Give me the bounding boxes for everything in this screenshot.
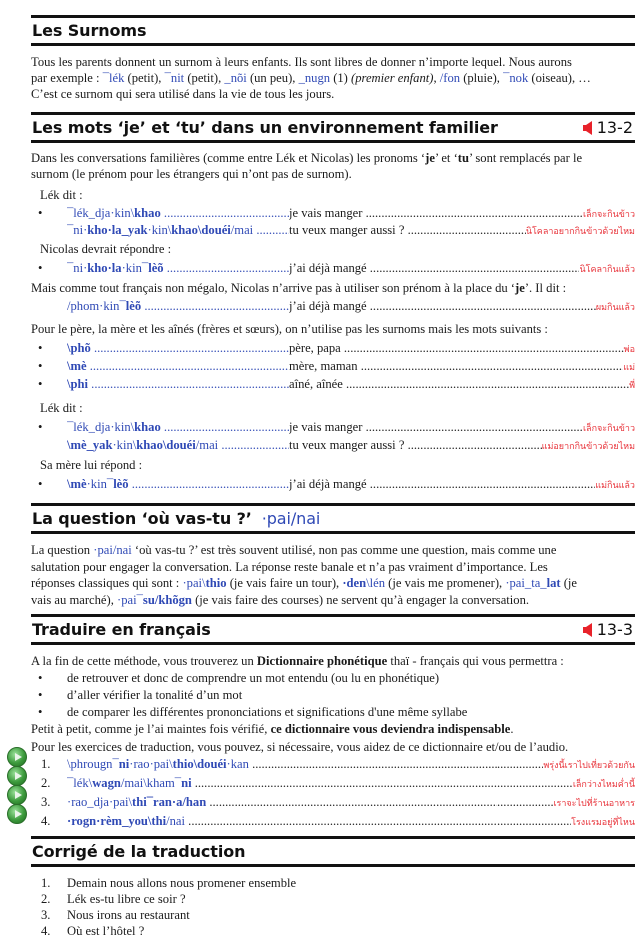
answer-row	[31, 875, 635, 891]
ph: ·pai\	[182, 576, 206, 590]
ph: /mai	[195, 438, 219, 452]
play-audio-button-1[interactable]	[7, 747, 27, 767]
phonetic-cell	[67, 358, 289, 374]
ph: \phõ	[67, 341, 91, 355]
text: (je vais me promener),	[385, 576, 506, 590]
section-header-je-tu	[31, 112, 635, 143]
text-line	[31, 70, 635, 86]
text: (oiseau), …	[528, 71, 591, 85]
text: (petit),	[124, 71, 165, 85]
speaker-label: Lék dit :	[40, 188, 83, 202]
bullet: •	[38, 705, 43, 719]
ph: ·rogn·rèm_you\thi	[67, 814, 167, 828]
fr: je vais manger	[289, 206, 363, 220]
text: (petit),	[184, 71, 225, 85]
ph: /phom·kin¯	[67, 299, 126, 313]
phonetic-cell	[67, 794, 497, 810]
phonetic-cell	[67, 340, 289, 356]
text: (je	[560, 576, 578, 590]
section-title	[31, 508, 321, 528]
dialogue-row	[31, 260, 635, 276]
bullet-item	[31, 704, 635, 720]
text: ’ et ‘	[434, 151, 458, 165]
item-number: 3.	[41, 795, 51, 809]
je-tu-intro	[31, 150, 635, 182]
ph: kho·la	[87, 261, 122, 275]
traduire-intro	[31, 653, 635, 669]
ph: ·pai_ta_	[505, 576, 547, 590]
phonetic-word: /fon	[439, 71, 461, 85]
text: ‘où vas-tu ?’ est très souvent utilisé, non pas comme une question, mais comme une	[131, 543, 557, 557]
answer-row	[31, 923, 635, 939]
play-audio-button-4[interactable]	[7, 804, 27, 824]
phonetic-word: _nõi	[224, 71, 247, 85]
audio-track-number: 13-2	[596, 117, 633, 137]
ph: ·kan	[226, 757, 249, 771]
thai-cell: แม่อยากกินข้าวด้วยไหม	[541, 442, 635, 452]
thai-cell: พ่อ	[623, 345, 635, 355]
ph: su/khõgn	[142, 592, 192, 607]
section-header-surnoms	[31, 15, 635, 46]
phonetic-word: ¯nok	[503, 71, 529, 85]
fr: j’ai déjà mangé	[289, 477, 367, 491]
phonetic-cell	[67, 756, 497, 772]
mais-line	[31, 280, 635, 296]
dots	[497, 775, 573, 791]
ph: ·kin\	[147, 223, 172, 237]
phonetic-word: ¯lék	[102, 71, 125, 85]
ph: \lén	[366, 576, 386, 590]
text: Dans les conversations familières (comme entre Lék et Nicolas) les pronoms ‘	[31, 151, 426, 165]
text: ,	[433, 71, 440, 85]
text: Mais comme tout français non mégalo, Nicolas n’arrive pas à utiliser son prénom à la place du ‘	[31, 281, 516, 295]
exercices-line: Pour les exercices de traduction, vous pouvez, si nécessaire, vous aidez de ce dictionnaire et/ou de l’audio.	[31, 740, 569, 754]
dialogue-row	[31, 222, 635, 238]
french-cell	[289, 298, 596, 314]
dialogue-row	[31, 476, 635, 492]
french-cell	[289, 476, 595, 492]
petit-line	[31, 721, 635, 737]
ph: /mai\kham¯	[120, 776, 182, 790]
text: par exemple :	[31, 71, 103, 85]
bullet: •	[38, 477, 43, 491]
bold-text: je	[425, 151, 435, 165]
text: (je vais faire un tour),	[226, 576, 343, 590]
fr: aîné, aînée	[289, 377, 343, 391]
thai-cell: เราจะไปที่ร้านอาหาร	[553, 799, 635, 809]
bold-text: tu	[457, 151, 469, 165]
phonetic-cell	[67, 298, 289, 314]
bullet-text: de comparer les différentes prononciations et significations d'une même syllabe	[67, 705, 468, 719]
text: vais au marché),	[31, 592, 118, 607]
answer-text: Lék es-tu libre ce soir ?	[67, 892, 186, 906]
speaker-icon[interactable]	[583, 623, 592, 637]
answer-text: Où est l’hôtel ?	[67, 924, 145, 938]
audio-reference[interactable]	[583, 619, 635, 639]
section-title: Les mots ‘je’ et ‘tu’ dans un environnement familier	[32, 117, 498, 137]
french-cell	[289, 358, 623, 374]
ph: ¯ni·	[67, 261, 88, 275]
bullet: •	[38, 359, 43, 373]
speaker-label: Nicolas devrait répondre :	[40, 242, 172, 256]
surnoms-paragraph	[31, 54, 635, 102]
audio-track-number: 13-3	[596, 619, 633, 639]
text: Petit à petit, comme je l’ai maintes fois vérifié,	[31, 722, 271, 736]
text: (1)	[330, 71, 352, 85]
bullet: •	[38, 206, 43, 220]
ph: lèõ	[148, 261, 164, 275]
ph: /mai	[230, 223, 254, 237]
text: (un peu),	[246, 71, 299, 85]
ph: ¯lék\	[67, 776, 93, 790]
bullet-text: d’aller vérifier la tonalité d’un mot	[67, 688, 243, 702]
text: ’. Il dit :	[524, 281, 567, 295]
ph: lat	[546, 576, 561, 590]
answer-row	[31, 907, 635, 923]
bullet: •	[38, 420, 43, 434]
thai-cell: เล็กจะกินข้าว	[582, 424, 635, 434]
french-cell	[289, 260, 579, 276]
fr: père, papa	[289, 341, 341, 355]
speaker-label: Lék dit :	[40, 401, 83, 415]
dots	[497, 756, 543, 772]
text-line: C’est ce surnom qui sera utilisé dans la vie de tous les jours.	[31, 87, 335, 101]
bullet-item	[31, 687, 635, 703]
text: réponses classiques qui sont :	[31, 576, 183, 590]
dots	[497, 794, 553, 810]
phonetic-cell	[67, 205, 289, 221]
ph: kho·la_yak	[87, 223, 148, 237]
dialogue-row	[31, 419, 635, 435]
play-audio-button-2[interactable]	[7, 766, 27, 786]
exercise-row	[31, 756, 635, 772]
thai-cell: เล็กว่างไหมค่ำนี้	[572, 780, 635, 790]
phonetic-cell	[67, 775, 497, 791]
text-line	[31, 592, 635, 609]
ph: /nai	[166, 814, 186, 828]
text: A la fin de cette méthode, vous trouverez un	[31, 654, 257, 668]
ph: \mè	[67, 359, 87, 373]
text: ’ sont remplacés par le	[468, 151, 583, 165]
section-header-corrige	[31, 836, 635, 867]
fr: tu veux manger aussi ?	[289, 223, 405, 237]
phonetic-cell	[67, 260, 289, 276]
ph: khao	[134, 420, 161, 434]
item-number: 2.	[41, 776, 51, 790]
text-line	[31, 542, 635, 559]
ph: khao\douéi	[136, 438, 196, 452]
bullet: •	[38, 671, 43, 685]
text: thaï - français qui vous permettra :	[387, 654, 564, 668]
phonetic-cell	[67, 376, 289, 392]
speaker-icon[interactable]	[583, 121, 592, 135]
ph: khao	[134, 206, 161, 220]
ph: ·kin\	[112, 438, 137, 452]
phonetic-cell	[67, 813, 497, 829]
item-number: 4.	[41, 814, 51, 828]
dialogue-row	[31, 358, 635, 374]
thai-cell: พรุ่งนี้เราไปเที่ยวด้วยกัน	[543, 761, 635, 771]
bullet: •	[38, 377, 43, 391]
french-cell	[289, 340, 624, 356]
item-number: 3.	[41, 908, 51, 922]
ph: ni	[118, 757, 130, 771]
bold-text: ce dictionnaire vous deviendra indispensable	[270, 722, 511, 736]
item-number: 2.	[41, 892, 51, 906]
item-number: 1.	[41, 876, 51, 890]
thai-cell: ผมกินแล้ว	[595, 303, 635, 313]
ph: ·kin¯	[86, 477, 114, 491]
dialogue-row	[31, 376, 635, 392]
ph: ·den	[342, 576, 367, 590]
thai-cell: นิโคลาอยากกินข้าวด้วยไหม	[525, 227, 635, 237]
bullet: •	[38, 261, 43, 275]
bullet-item	[31, 670, 635, 686]
text-line	[31, 150, 635, 166]
ph: thio\douéi	[172, 757, 227, 771]
phonetic-word: _nugn	[298, 71, 331, 85]
title-phonetic: ·pai/nai	[261, 508, 321, 528]
answer-text: Demain nous allons nous promener ensemble	[67, 876, 297, 890]
phonetic-cell	[67, 476, 289, 492]
ph: ¯ni·	[67, 223, 88, 237]
thai-cell: พี่	[629, 381, 635, 391]
ph: lèõ	[113, 477, 129, 491]
fr: j’ai déjà mangé	[289, 261, 367, 275]
thai-cell: นิโคลากินแล้ว	[579, 265, 635, 275]
exercise-row	[31, 794, 635, 810]
phonetic-cell	[67, 437, 289, 453]
ph: \mè	[67, 477, 87, 491]
speaker-label: Sa mère lui répond :	[40, 458, 143, 472]
section-title: Traduire en français	[32, 619, 211, 639]
dialogue-row	[31, 437, 635, 453]
dialogue-row	[31, 298, 635, 314]
ph: thi¯ran·a/han	[132, 795, 207, 809]
ph: \mè_yak	[67, 438, 113, 452]
text-line: salutation pour engager la conversation. La réponse reste banale et n’a pas vraiment d’importance. Les	[31, 559, 548, 574]
fr: j’ai déjà mangé	[289, 299, 367, 313]
french-cell	[289, 205, 583, 221]
answer-text: Nous irons au restaurant	[67, 908, 190, 922]
section-header-question	[31, 503, 635, 534]
exercise-row	[31, 813, 635, 829]
section-header-traduire	[31, 614, 635, 645]
fr: tu veux manger aussi ?	[289, 438, 405, 452]
bold-text: je	[515, 281, 525, 295]
fr: mère, maman	[289, 359, 358, 373]
thai-cell: แม่	[623, 363, 635, 373]
ph: \phrougn¯	[67, 757, 119, 771]
answer-row	[31, 891, 635, 907]
ph: ·rao·pai\	[129, 757, 173, 771]
dots	[497, 813, 571, 829]
ph: khao\douéi	[171, 223, 231, 237]
ph: ¯lék_dja·kin\	[67, 206, 135, 220]
bullet: •	[38, 341, 43, 355]
bullet-text: de retrouver et donc de comprendre un mot entendu (ou lu en phonétique)	[67, 671, 440, 685]
bold-text: Dictionnaire phonétique	[256, 654, 388, 668]
text-line	[31, 575, 635, 592]
fr: je vais manger	[289, 420, 363, 434]
text: La question	[31, 543, 94, 557]
play-audio-button-3[interactable]	[7, 785, 27, 805]
exercise-row	[31, 775, 635, 791]
phonetic-cell	[67, 419, 289, 435]
italic-text: (premier enfant)	[351, 71, 434, 85]
ph: ·rao_dja·pai\	[67, 795, 133, 809]
item-number: 4.	[41, 924, 51, 938]
french-cell	[289, 376, 629, 392]
audio-reference[interactable]	[583, 117, 635, 137]
french-cell	[289, 419, 583, 435]
ph: \phi	[67, 377, 89, 391]
section-title: Les Surnoms	[32, 20, 147, 40]
dialogue-row	[31, 205, 635, 221]
pere-intro: Pour le père, la mère et les aînés (frères et sœurs), on n’utilise pas les surnoms mais les mots suivants :	[31, 322, 548, 336]
item-number: 1.	[41, 757, 51, 771]
bullet: •	[38, 688, 43, 702]
ph: thio	[205, 576, 227, 590]
section-title: Corrigé de la traduction	[32, 841, 246, 861]
french-cell	[289, 222, 526, 238]
text: (pluie),	[460, 71, 504, 85]
ph: ni	[181, 776, 192, 790]
text: (je vais faire des courses) ne servent qu’à engager la conversation.	[191, 592, 530, 607]
ph: lèõ	[125, 299, 142, 313]
thai-cell: แม่กินแล้ว	[595, 481, 635, 491]
title-text: La question ‘où vas-tu ?’	[32, 508, 252, 528]
text-line: Tous les parents donnent un surnom à leurs enfants. Ils sont libres de donner n’importe lequel. Nous aurons	[31, 55, 572, 69]
phonetic-cell	[67, 222, 289, 238]
text-line: surnom (le prénom pour les étrangers qui n’ont pas de surnom).	[31, 167, 352, 181]
ph: ·pai¯	[117, 592, 143, 607]
ph: wagn	[92, 776, 121, 790]
thai-cell: โรงแรมอยู่ที่ไหน	[571, 818, 635, 828]
ph: ·pai/nai	[93, 543, 132, 557]
ph: ·kin¯	[121, 261, 149, 275]
thai-cell: เล็กจะกินข้าว	[582, 210, 635, 220]
text: .	[510, 722, 514, 736]
dialogue-row	[31, 340, 635, 356]
french-cell	[289, 437, 542, 453]
question-paragraph	[31, 542, 635, 608]
ph: ¯lék_dja·kin\	[67, 420, 135, 434]
phonetic-word: ¯nit	[164, 71, 185, 85]
